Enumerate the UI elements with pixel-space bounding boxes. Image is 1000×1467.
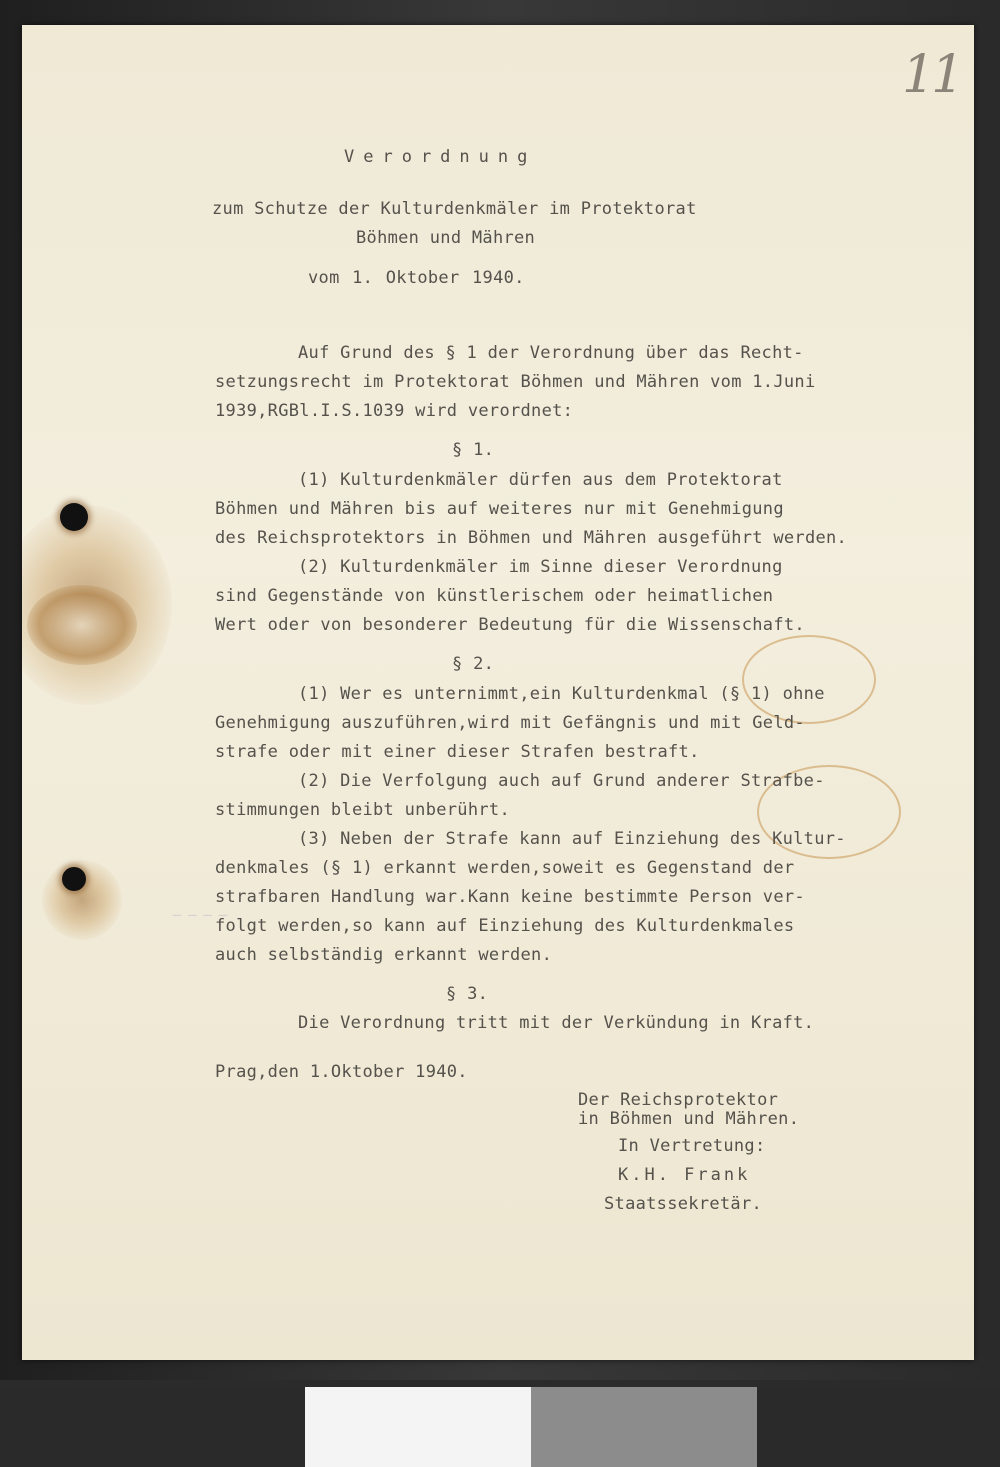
preamble-line-2: setzungsrecht im Protektorat Böhmen und Mähren vom 1.Juni [215,372,816,392]
section-3-line: Die Verordnung tritt mit der Verkündung in Kraft. [298,1013,815,1033]
section-2-line: folgt werden,so kann auf Einziehung des Kulturdenkmales [215,916,795,936]
signature-line: Der Reichsprotektor [578,1090,779,1110]
section-1-line: sind Gegenstände von künstlerischem oder heimatlichen [215,586,774,606]
section-1-line: Böhmen und Mähren bis auf weiteres nur mit Genehmigung [215,499,784,519]
document-page [22,25,974,1360]
punch-hole [60,503,88,531]
place-date: Prag,den 1.Oktober 1940. [215,1062,468,1082]
preamble-line-3: 1939,RGBl.I.S.1039 wird verordnet: [215,401,574,421]
page-number: 11 [902,45,961,105]
section-heading-2: § 2. [452,654,495,674]
section-1-line: Wert oder von besonderer Bedeutung für die Wissenschaft. [215,615,805,635]
section-2-line: Genehmigung auszuführen,wird mit Gefängnis und mit Geld- [215,713,805,733]
section-1-line: (2) Kulturdenkmäler im Sinne dieser Verordnung [298,557,783,577]
calibration-patch-gray [531,1387,757,1467]
section-2-line: stimmungen bleibt unberührt. [215,800,510,820]
section-2-line: (3) Neben der Strafe kann auf Einziehung des Kultur- [298,829,846,849]
signature-line: In Vertretung: [618,1136,766,1156]
burn-stain [27,585,137,665]
section-2-line: (1) Wer es unternimmt,ein Kulturdenkmal (§ 1) ohne [298,684,825,704]
calibration-patch-white [305,1387,531,1467]
section-1-line: (1) Kulturdenkmäler dürfen aus dem Protektorat [298,470,783,490]
section-2-line: auch selbständig erkannt werden. [215,945,553,965]
punch-hole [62,867,86,891]
section-2-line: denkmales (§ 1) erkannt werden,soweit es Gegenstand der [215,858,795,878]
calibration-strip-dark [757,1387,1000,1467]
signature-line: Staatssekretär. [604,1194,763,1214]
bleed-through-stamp: ‒ ‒ ‒ ‒ [172,905,228,924]
signature-line: in Böhmen und Mähren. [578,1109,800,1129]
calibration-strip-dark [0,1387,305,1467]
section-heading-1: § 1. [452,440,495,460]
section-2-line: strafe oder mit einer dieser Strafen bestraft. [215,742,700,762]
document-title: Verordnung [344,147,537,167]
signatory-name: K.H. Frank [618,1165,751,1185]
section-1-line: des Reichsprotektors in Böhmen und Mähren ausgeführt werden. [215,528,848,548]
section-2-line: (2) Die Verfolgung auch auf Grund anderer Strafbe- [298,771,825,791]
subtitle-line-1: zum Schutze der Kulturdenkmäler im Protektorat [212,199,697,219]
section-heading-3: § 3. [446,984,489,1004]
preamble-line-1: Auf Grund des § 1 der Verordnung über das Recht- [298,343,804,363]
coffee-ring [742,635,876,724]
date-line: vom 1. Oktober 1940. [308,268,525,288]
section-2-line: strafbaren Handlung war.Kann keine bestimmte Person ver- [215,887,805,907]
subtitle-line-2: Böhmen und Mähren [356,228,536,248]
